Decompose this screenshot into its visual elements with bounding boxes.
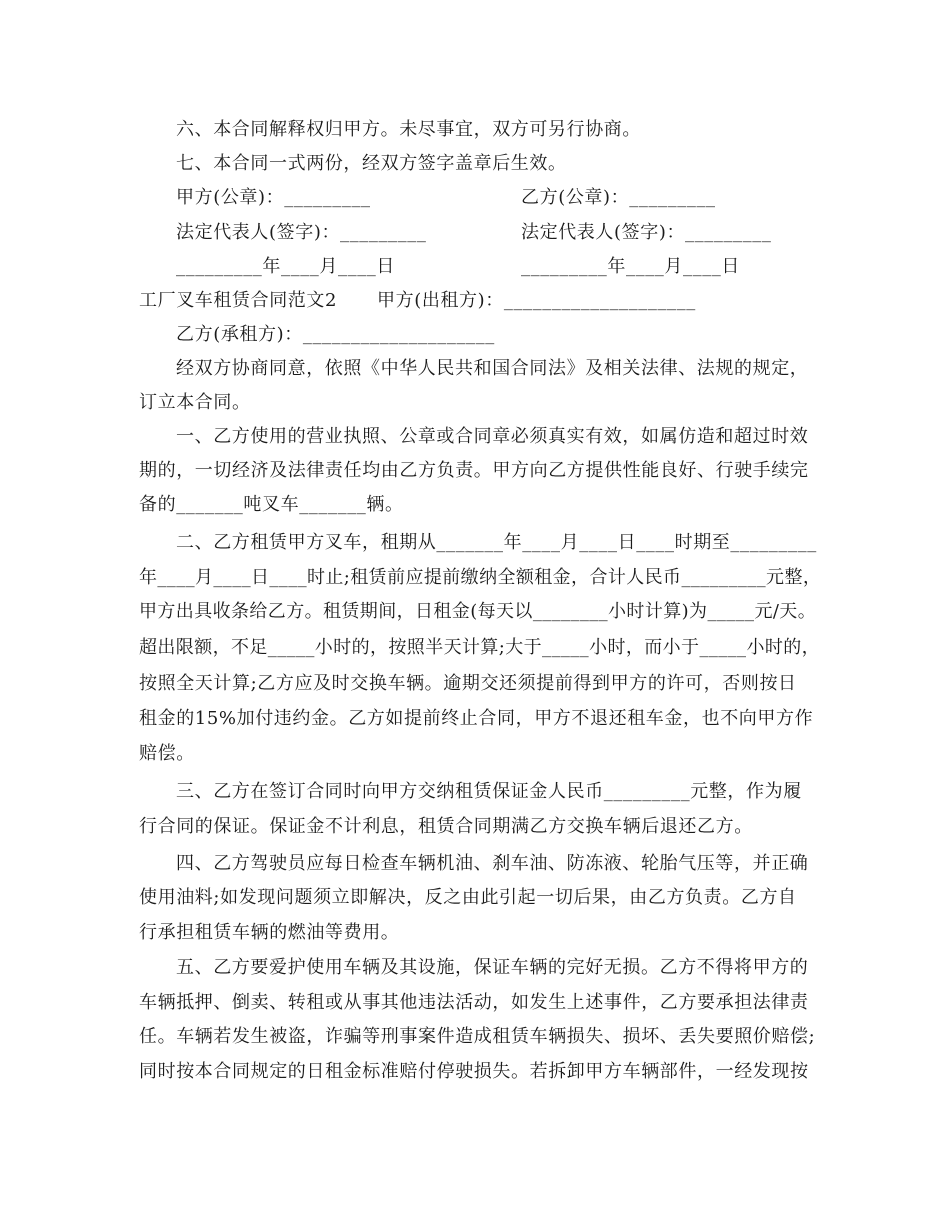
- party-a-rep-line: 法定代表人(签字)：_________: [176, 222, 427, 243]
- body-line: 一、乙方使用的营业执照、公章或合同章必须真实有效，如属仿造和超过时效: [176, 426, 809, 447]
- body-line: 甲方出具收条给乙方。租赁期间，日租金(每天以________小时计算)为_____元/天。: [139, 601, 817, 622]
- party-a-date-line: _________年____月____日: [176, 256, 395, 277]
- party-b-rep-line: 法定代表人(签字)：_________: [521, 222, 772, 243]
- body-line: 三、乙方在签订合同时向甲方交纳租赁保证金人民币_________元整，作为履: [176, 781, 802, 802]
- party-a-seal-line: 甲方(公章)：_________: [176, 187, 371, 208]
- body-line: 期的，一切经济及法律责任均由乙方负责。甲方向乙方提供性能良好、行驶手续完: [139, 460, 809, 481]
- body-line: 行承担租赁车辆的燃油等费用。: [139, 922, 400, 943]
- body-line: 二、乙方租赁甲方叉车，租期从_______年____月____日____时期至_________: [176, 532, 817, 553]
- lessee-line: 乙方(承租方)：____________________: [176, 324, 495, 345]
- body-line: 按照全天计算;乙方应及时交换车辆。逾期交还须提前得到甲方的许可，否则按日: [139, 673, 797, 694]
- body-line: 任。车辆若发生被盗，诈骗等刑事案件造成租赁车辆损失、损坏、丢失要照价赔偿;: [139, 1026, 816, 1047]
- body-line: 五、乙方要爱护使用车辆及其设施，保证车辆的完好无损。乙方不得将甲方的: [176, 957, 809, 978]
- clause-seven: 七、本合同一式两份，经双方签字盖章后生效。: [176, 153, 567, 174]
- body-line: 年____月____日____时止;租赁前应提前缴纳全额租金，合计人民币_________元整，: [139, 567, 822, 588]
- body-line: 行合同的保证。保证金不计利息，租赁合同期满乙方交换车辆后退还乙方。: [139, 816, 753, 837]
- body-line: 四、乙方驾驶员应每日检查车辆机油、刹车油、防冻液、轮胎气压等，并正确: [176, 853, 809, 874]
- template2-heading: 工厂叉车租赁合同范文2: [139, 290, 338, 311]
- body-line: 经双方协商同意，依照《中华人民共和国合同法》及相关法律、法规的规定，: [176, 358, 809, 379]
- body-line: 租金的15%加付违约金。乙方如提前终止合同，甲方不退还租车金，也不向甲方作: [139, 708, 814, 729]
- body-line: 超出限额，不足_____小时的，按照半天计算;大于_____小时，而小于_____小时的，: [139, 637, 821, 658]
- body-line: 使用油料;如发现问题须立即解决，反之由此引起一切后果，由乙方负责。乙方自: [139, 887, 797, 908]
- party-b-seal-line: 乙方(公章)：_________: [521, 187, 716, 208]
- body-line: 订立本合同。: [139, 392, 251, 413]
- party-b-date-line: _________年____月____日: [521, 256, 740, 277]
- body-line: 赔偿。: [139, 743, 195, 764]
- body-line: 备的_______吨叉车_______辆。: [139, 494, 404, 515]
- body-line: 同时按本合同规定的日租金标准赔付停驶损失。若拆卸甲方车辆部件，一经发现按: [139, 1061, 809, 1082]
- clause-six: 六、本合同解释权归甲方。未尽事宜，双方可另行协商。: [176, 119, 641, 140]
- body-line: 车辆抵押、倒卖、转租或从事其他违法活动，如发生上述事件，乙方要承担法律责: [139, 992, 809, 1013]
- lessor-line: 甲方(出租方)：____________________: [377, 290, 696, 311]
